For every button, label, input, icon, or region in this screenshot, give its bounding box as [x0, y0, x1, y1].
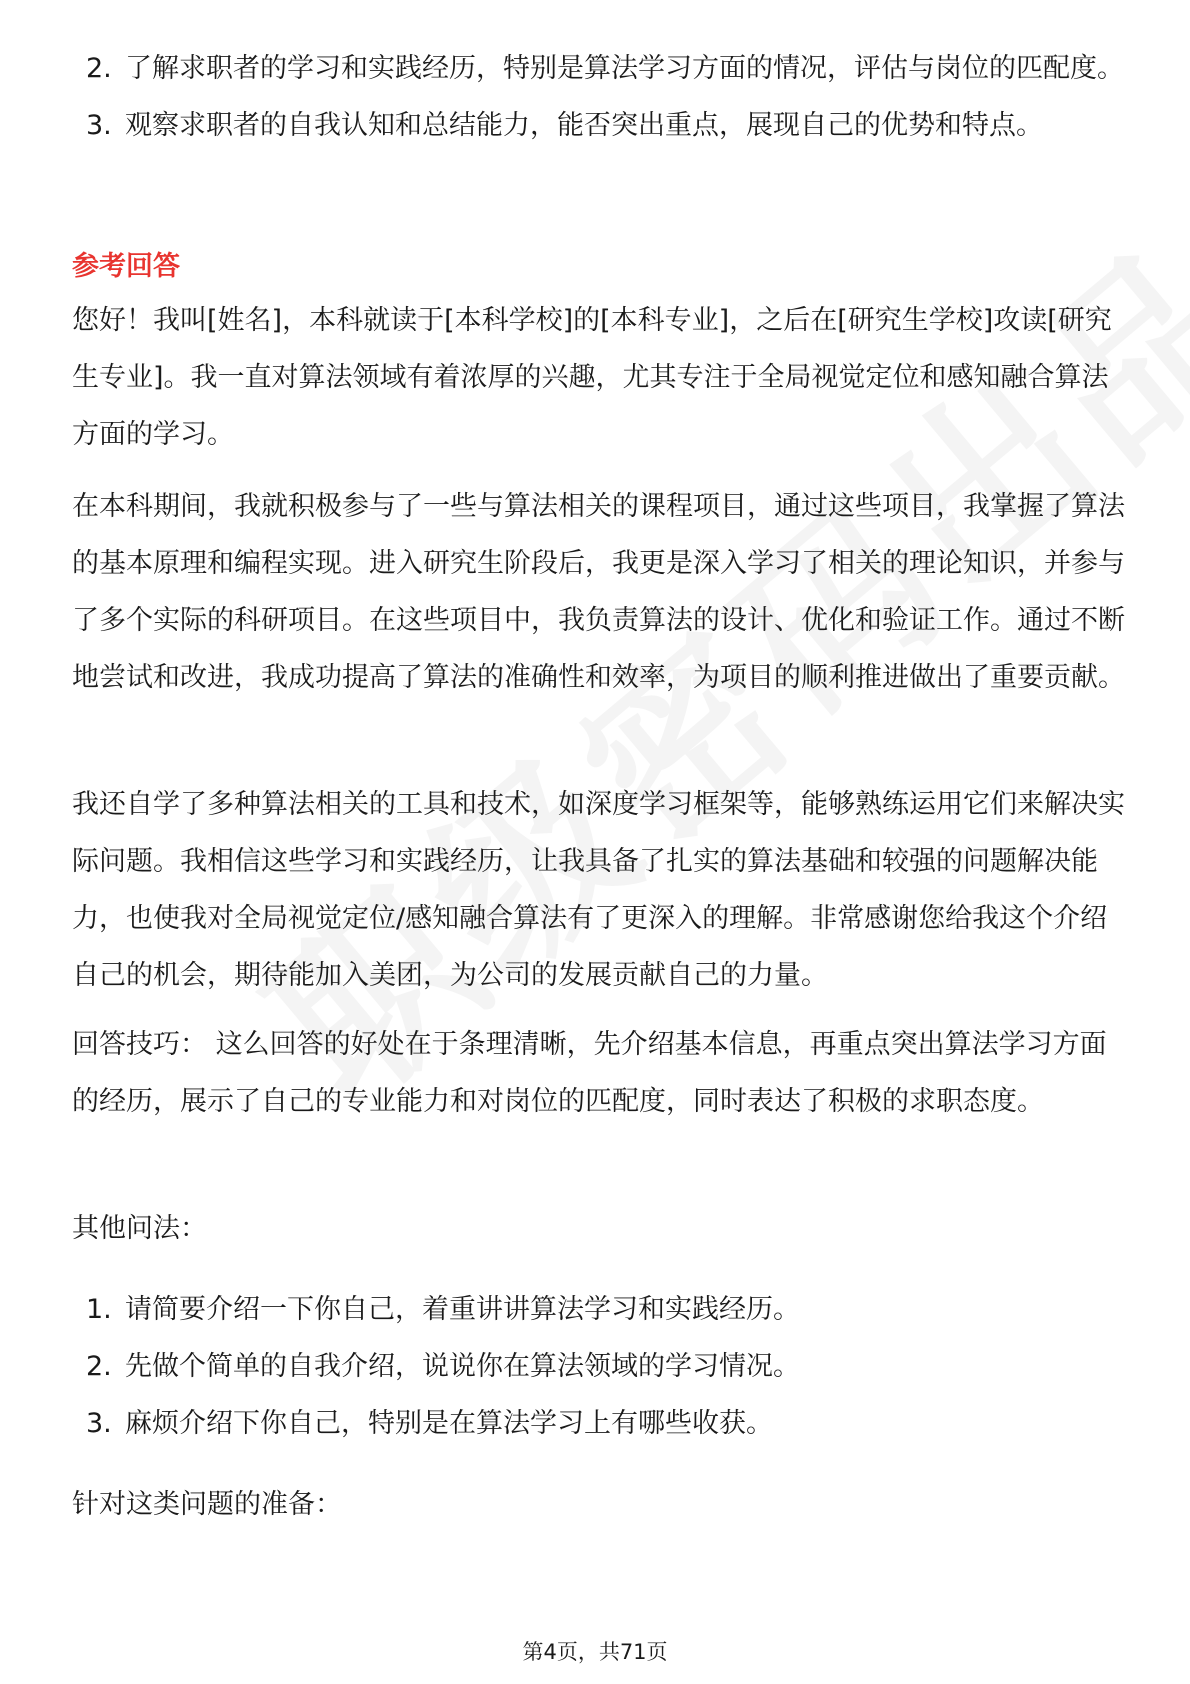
list-item	[72, 40, 1132, 97]
list-item-text: 麻烦介绍下你自己，特别是在算法学习上有哪些收获。	[125, 1408, 773, 1439]
page-number-footer: 第4页，共71页	[522, 1640, 668, 1664]
list-item-number: 3.	[86, 110, 112, 141]
list-item	[72, 97, 1132, 154]
other-questions-heading: 其他问法：	[72, 1213, 207, 1244]
list-item-number: 2.	[86, 1351, 112, 1382]
answer-paragraph-2: 在本科期间，我就积极参与了一些与算法相关的课程项目，通过这些项目，我掌握了算法的基本原理和编程实现。进入研究生阶段后，我更是深入学习了相关的理论知识，并参与了多个实际的科研项目。在这些项目中，我负责算法的设计、优化和验证工作。通过不断地尝试和改进，我成功提高了算法的准确性和效率，为项目的顺利推进做出了重要贡献。	[72, 491, 1125, 693]
list-item	[72, 1281, 1132, 1338]
list-item	[72, 1338, 1132, 1395]
answer-paragraph-3: 我还自学了多种算法相关的工具和技术，如深度学习框架等，能够熟练运用它们来解决实际问题。我相信这些学习和实践经历，让我具备了扎实的算法基础和较强的问题解决能力，也使我对全局视觉定位/感知融合算法有了更深入的理解。非常感谢您给我这个介绍自己的机会，期待能加入美团，为公司的发展贡献自己的力量。	[72, 789, 1125, 991]
answer-heading: 参考回答	[72, 251, 180, 282]
list-item	[72, 1395, 1132, 1452]
list-item-text: 了解求职者的学习和实践经历，特别是算法学习方面的情况，评估与岗位的匹配度。	[125, 53, 1124, 84]
list-item-text: 观察求职者的自我认知和总结能力，能否突出重点，展现自己的优势和特点。	[125, 110, 1043, 141]
list-item-number: 3.	[86, 1408, 112, 1439]
list-item-number: 2.	[86, 53, 112, 84]
list-item-text: 请简要介绍一下你自己，着重讲讲算法学习和实践经历。	[125, 1294, 800, 1325]
answer-tips: 回答技巧： 这么回答的好处在于条理清晰，先介绍基本信息，再重点突出算法学习方面的经历，展示了自己的专业能力和对岗位的匹配度，同时表达了积极的求职态度。	[72, 1029, 1107, 1117]
other-questions-list	[72, 1281, 1132, 1452]
answer-paragraph-1: 您好！我叫[姓名]，本科就读于[本科学校]的[本科专业]，之后在[研究生学校]攻读[研究生专业]。我一直对算法领域有着浓厚的兴趣，尤其专注于全局视觉定位和感知融合算法方面的学习。	[72, 305, 1112, 450]
preparation-heading: 针对这类问题的准备：	[72, 1489, 342, 1520]
top-list	[72, 40, 1132, 154]
list-item-number: 1.	[86, 1294, 112, 1325]
list-item-text: 先做个简单的自我介绍，说说你在算法领域的学习情况。	[125, 1351, 800, 1382]
